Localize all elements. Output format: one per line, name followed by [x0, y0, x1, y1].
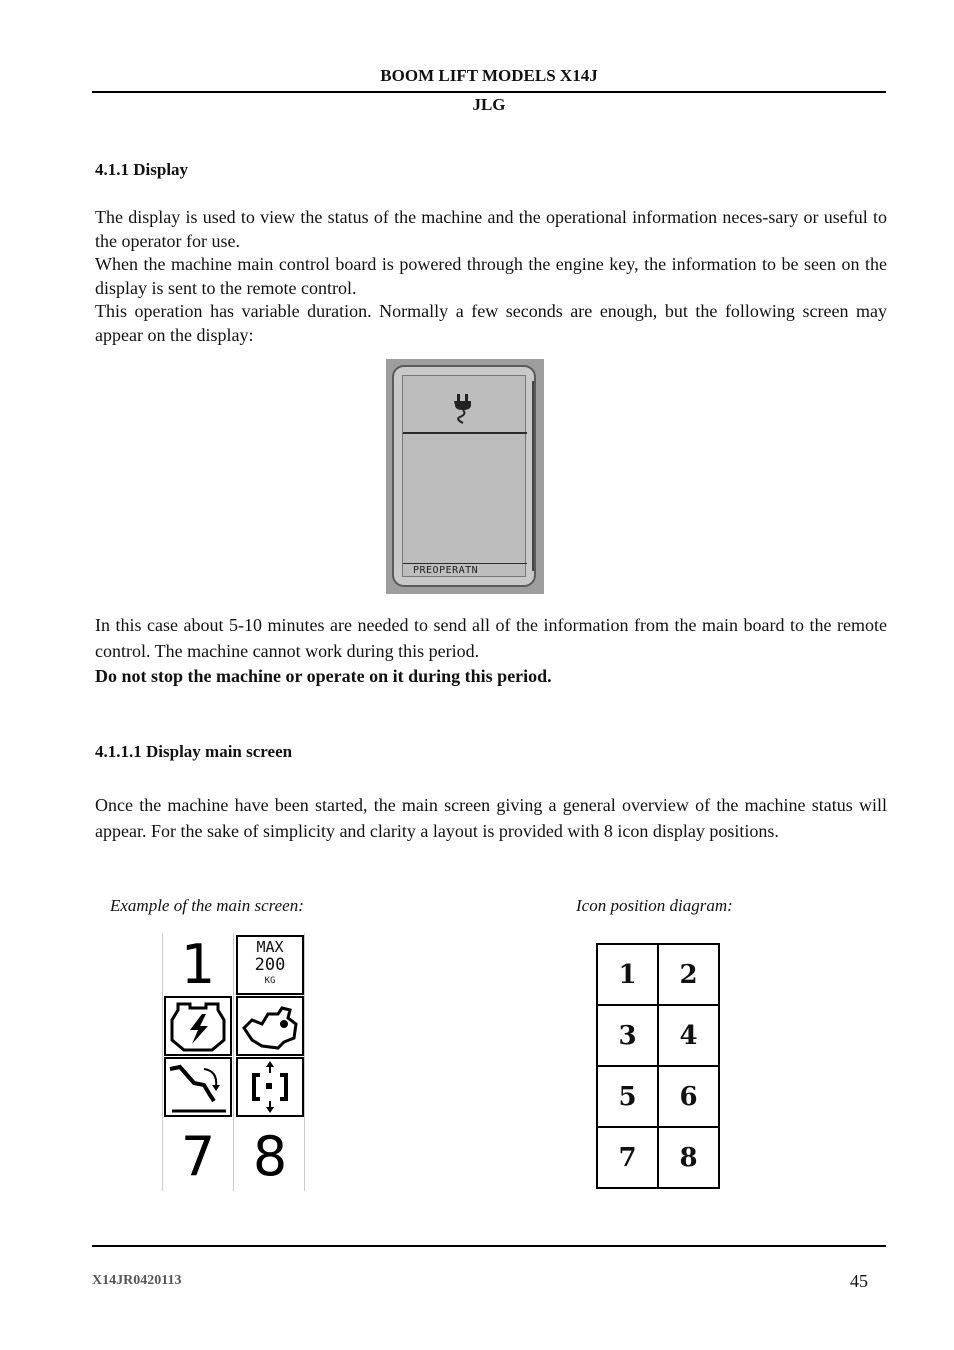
lcd-edge [532, 381, 534, 571]
diagram-cell: 7 [597, 1127, 658, 1188]
max-load-label: MAX [256, 938, 284, 956]
diagram-row [597, 1127, 719, 1188]
lcd-separator-bottom [403, 563, 527, 564]
example-position-8 [236, 1127, 304, 1187]
header-rule [92, 91, 886, 93]
diagram-cell: 6 [658, 1066, 719, 1127]
lcd-separator-top [403, 432, 527, 434]
position-number: 8 [252, 1125, 288, 1188]
example-position-7 [164, 1127, 232, 1187]
position-number: 7 [180, 1125, 216, 1188]
diagram-cell: 2 [658, 944, 719, 1005]
paragraph: When the machine main control board is powered through the engine key, the information to be seen on the display is sent to the remote control. [95, 254, 887, 298]
document-header-brand: JLG [472, 95, 506, 114]
max-load-value: 200 [254, 955, 286, 975]
diagram-row [597, 1005, 719, 1066]
section-title-main-screen: 4.1.1.1 Display main screen [95, 742, 293, 761]
diagram-cell: 5 [597, 1066, 658, 1127]
warning-text: Do not stop the machine or operate on it during this period. [95, 666, 552, 686]
icon-position-diagram [596, 943, 720, 1189]
caption-diagram: Icon position diagram: [576, 896, 733, 915]
lcd-frame [392, 365, 536, 587]
max-load-unit: KG [264, 976, 276, 986]
section-main-screen-body [95, 793, 887, 844]
plug-icon [451, 394, 475, 424]
caption-example: Example of the main screen: [110, 896, 304, 915]
diagram-cell: 3 [597, 1005, 658, 1066]
paragraph: The display is used to view the status of the machine and the operational information neces-sary or useful to the operator for use. [95, 207, 887, 251]
lcd-display-photo [386, 359, 544, 594]
document-code: X14JR0420113 [92, 1273, 182, 1288]
footer-rule [92, 1245, 886, 1247]
diagram-cell: 1 [597, 944, 658, 1005]
overload-icon [236, 996, 304, 1056]
page-number: 45 [850, 1271, 868, 1291]
diagram-row [597, 1066, 719, 1127]
section-display-body [95, 206, 887, 347]
lcd-status-text: PREOPERATN [413, 565, 479, 576]
example-position-1 [164, 935, 232, 995]
section-title-display: 4.1.1 Display [95, 160, 189, 179]
max-load-icon [236, 935, 304, 995]
paragraph: This operation has variable duration. Normally a few seconds are enough, but the following screen may appear on the display: [95, 301, 887, 345]
lcd-explanation [95, 613, 887, 690]
diagram-cell: 4 [658, 1005, 719, 1066]
lcd-screen [402, 375, 526, 577]
boom-position-icon [164, 1057, 232, 1117]
diagram-cell: 8 [658, 1127, 719, 1188]
engine-power-icon [164, 996, 232, 1056]
basket-level-icon [236, 1057, 304, 1117]
diagram-row [597, 944, 719, 1005]
paragraph: In this case about 5-10 minutes are needed to send all of the information from the main board to the remote control. The machine cannot work during this period. [95, 615, 887, 661]
position-number: 1 [180, 933, 216, 996]
example-main-screen [162, 933, 306, 1191]
paragraph: Once the machine have been started, the main screen giving a general overview of the machine status will appear. For the sake of simplicity and clarity a layout is provided with 8 icon display positions. [95, 795, 887, 841]
document-header-title: BOOM LIFT MODELS X14J [380, 66, 598, 85]
